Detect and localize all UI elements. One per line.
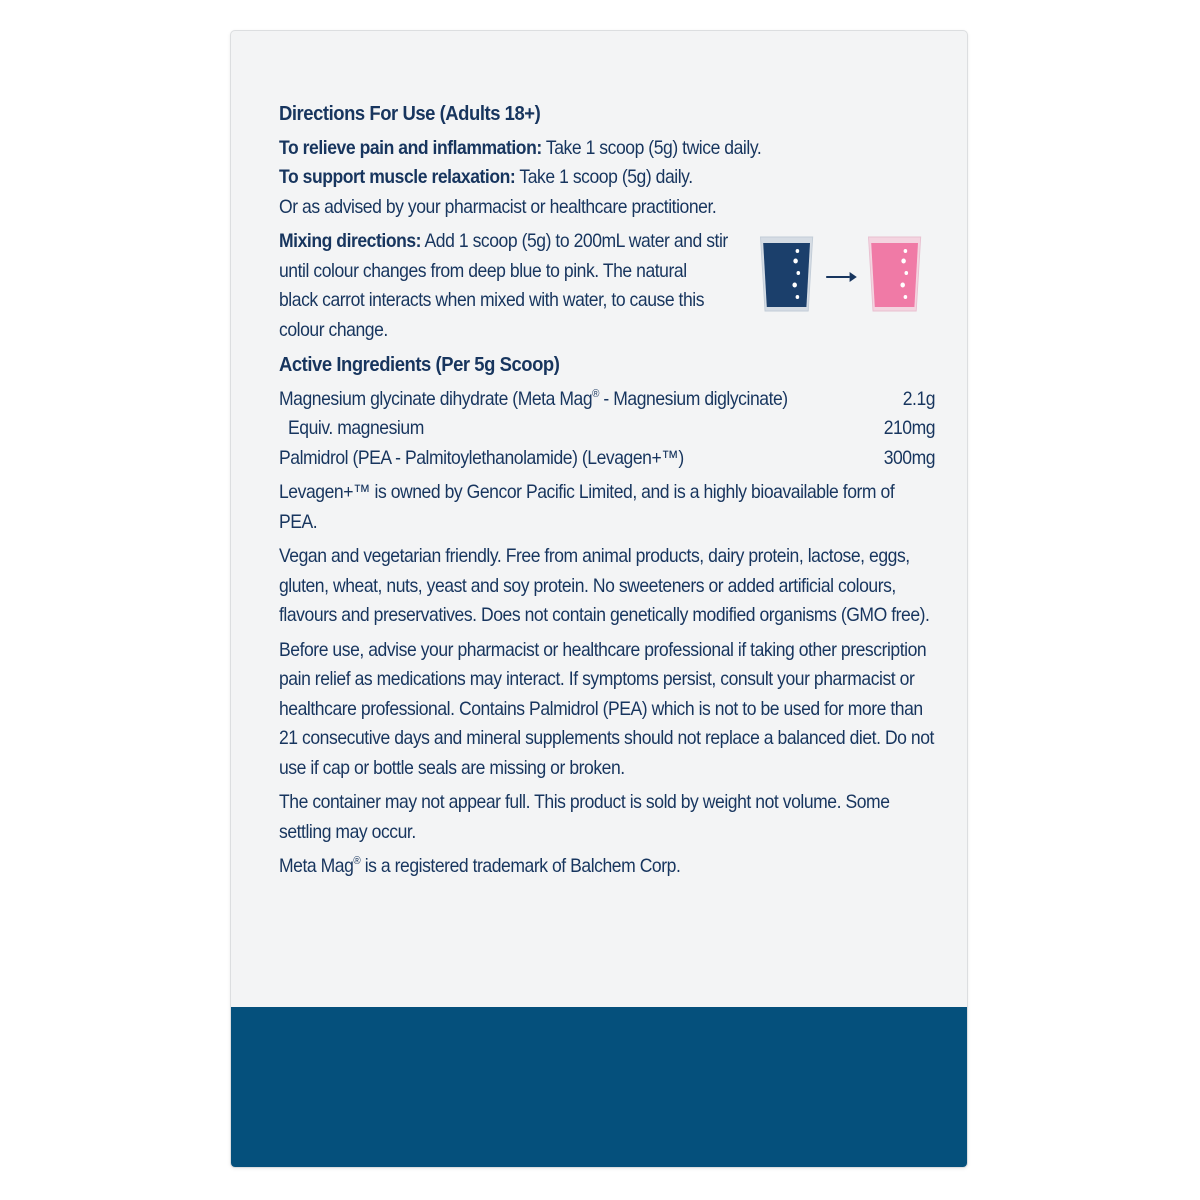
pain-direction-text: Take 1 scoop (5g) twice daily. xyxy=(541,136,762,159)
vegan-note: Vegan and vegetarian friendly. Free from animal products, dairy protein, lactose, eggs, gluten, wheat, nuts, yeast and soy protein. No sweeteners or added artificial colours, flavours and preservatives. Does not contain genetically modified organisms (GMO free). xyxy=(279,545,930,626)
ingredient-row xyxy=(279,385,935,415)
mixing-directions xyxy=(279,227,935,345)
pink-glass-icon xyxy=(869,237,921,311)
muscle-direction-label: To support muscle relaxation: xyxy=(279,166,516,188)
label-content xyxy=(279,99,935,882)
product-label-panel xyxy=(231,31,967,1167)
arrow-right-icon xyxy=(826,272,857,282)
pain-direction-label: To relieve pain and inflammation: xyxy=(279,136,542,159)
mixing-body: Add 1 scoop (5g) to 200mL water and stir until colour changes from deep blue to pink. The natural black carrot interacts when mixed with water, to cause this colour change. xyxy=(279,230,728,341)
trademark-note: Meta Mag® is a registered trademark of Balchem Corp. xyxy=(279,855,681,877)
muscle-direction-text: Take 1 scoop (5g) daily. xyxy=(515,166,693,188)
ingredient-row xyxy=(279,444,935,474)
ingredient-row xyxy=(279,414,935,444)
blue-glass-icon xyxy=(761,237,813,311)
registered-mark: ® xyxy=(353,855,361,867)
levagen-note: Levagen+™ is owned by Gencor Pacific Limited, and is a highly bioavailable form of PEA. xyxy=(279,481,895,533)
ingredient-amount: 2.1g xyxy=(902,387,936,410)
warning-note: Before use, advise your pharmacist or healthcare professional if taking other prescription pain relief as medications may interact. If symptoms persist, consult your pharmacist or healthcare professional. Contains Palmidrol (PEA) which is not to be used for more than 21 consecutive days and mineral supplements should not replace a balanced diet. Do not use if cap or bottle seals are missing or broken. xyxy=(279,638,934,779)
ingredient-name: Equiv. magnesium xyxy=(288,417,424,439)
pain-direction xyxy=(279,134,935,164)
muscle-direction xyxy=(279,163,935,193)
bottom-color-band xyxy=(231,1007,967,1167)
ingredient-name: Palmidrol (PEA - Palmitoylethanolamide) (Levagen+™) xyxy=(279,446,684,469)
ingredient-amount: 300mg xyxy=(883,446,936,469)
mixing-label: Mixing directions: xyxy=(279,230,422,252)
ingredient-amount: 210mg xyxy=(883,417,936,439)
directions-heading: Directions For Use (Adults 18+) xyxy=(279,102,541,125)
registered-mark: ® xyxy=(592,387,599,400)
mixing-text xyxy=(279,227,729,345)
ingredients-heading: Active Ingredients (Per 5g Scoop) xyxy=(279,353,560,376)
ingredient-name: Magnesium glycinate dihydrate (Meta Mag® - Magnesium diglycinate) xyxy=(279,387,788,410)
container-note: The container may not appear full. This product is sold by weight not volume. Some settling may occur. xyxy=(279,791,890,843)
colour-change-illustration xyxy=(756,233,936,313)
advice-text: Or as advised by your pharmacist or healthcare practitioner. xyxy=(279,195,717,218)
